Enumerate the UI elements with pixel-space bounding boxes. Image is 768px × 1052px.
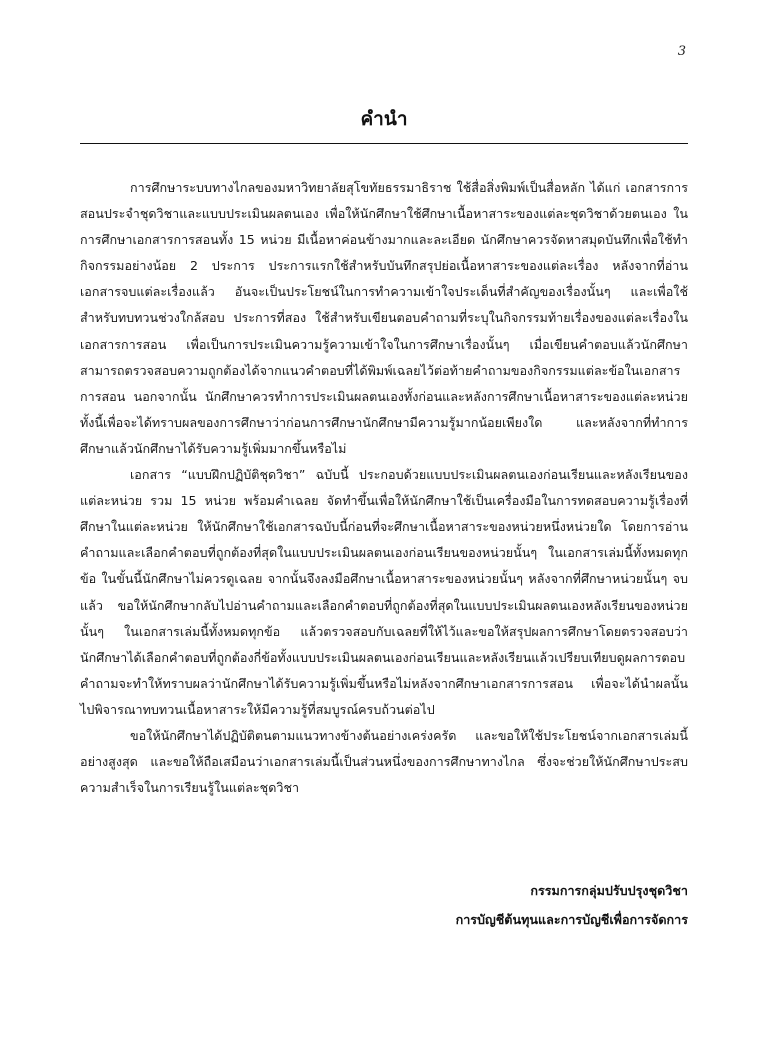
signature-course: การบัญชีต้นทุนและการบัญชีเพื่อการจัดการ xyxy=(455,912,688,927)
body-text xyxy=(80,175,688,801)
signature-committee: กรรมการกลุ่มปรับปรุงชุดวิชา xyxy=(530,883,688,898)
title-divider xyxy=(80,143,688,144)
page-title: คำนำ xyxy=(360,108,408,130)
signature-block xyxy=(456,876,688,934)
paragraph-1: การศึกษาระบบทางไกลของมหาวิทยาลัยสุโขทัยธรรมาธิราช ใช้สื่อสิ่งพิมพ์เป็นสื่อหลัก ได้แก่ เอกสารการสอนประจำชุดวิชาและแบบประเมินผลตนเอง เพื่อให้นักศึกษาใช้ศึกษาเนื้อหาสาระของแต่ละชุดวิชาด้วยตนเอง ในการศึกษาเอกสารการสอนทั้ง 15 หน่วย มีเนื้อหาค่อนข้างมากและละเอียด นักศึกษาควรจัดหาสมุดบันทึกเพื่อใช้ทำกิจกรรมอย่างน้อย 2 ประการ ประการแรกใช้สำหรับบันทึกสรุปย่อเนื้อหาสาระของแต่ละเรื่อง หลังจากที่อ่านเอกสารจบแต่ละเรื่องแล้ว อันจะเป็นประโยชน์ในการทำความเข้าใจประเด็นที่สำคัญของเรื่องนั้นๆ และเพื่อใช้สำหรับทบทวนช่วงใกล้สอบ ประการที่สอง ใช้สำหรับเขียนตอบคำถามที่ระบุในกิจกรรมท้ายเรื่องของแต่ละเรื่องในเอกสารการสอน เพื่อเป็นการประเมินความรู้ความเข้าใจในการศึกษาเรื่องนั้นๆ เมื่อเขียนคำตอบแล้วนักศึกษาสามารถตรวจสอบความถูกต้องได้จากแนวคำตอบที่ได้พิมพ์เฉลยไว้ต่อท้ายคำถามของกิจกรรมแต่ละข้อในเอกสารการสอน นอกจากนั้น นักศึกษาควรทำการประเมินผลตนเองทั้งก่อนและหลังการศึกษาเนื้อหาสาระของแต่ละหน่วย ทั้งนี้เพื่อจะได้ทราบผลของการศึกษาว่าก่อนการศึกษานักศึกษามีความรู้มากน้อยเพียงใด และหลังจากที่ทำการศึกษาแล้วนักศึกษาได้รับความรู้เพิ่มมากขึ้นหรือไม่ xyxy=(80,180,688,456)
paragraph-2: เอกสาร “แบบฝึกปฏิบัติชุดวิชา” ฉบับนี้ ประกอบด้วยแบบประเมินผลตนเองก่อนเรียนและหลังเรียนของแต่ละหน่วย รวม 15 หน่วย พร้อมคำเฉลย จัดทำขึ้นเพื่อให้นักศึกษาใช้เป็นเครื่องมือในการทดสอบความรู้เรื่องที่ศึกษาในแต่ละหน่วย ให้นักศึกษาใช้เอกสารฉบับนี้ก่อนที่จะศึกษาเนื้อหาสาระของหน่วยหนึ่งหน่วยใด โดยการอ่านคำถามและเลือกคำตอบที่ถูกต้องที่สุดในแบบประเมินผลตนเองก่อนเรียนของหน่วยนั้นๆ ในเอกสารเล่มนี้ทั้งหมดทุกข้อ ในขั้นนี้นักศึกษาไม่ควรดูเฉลย จากนั้นจึงลงมือศึกษาเนื้อหาสาระของหน่วยนั้นๆ หลังจากที่ศึกษาหน่วยนั้นๆ จบแล้ว ขอให้นักศึกษากลับไปอ่านคำถามและเลือกคำตอบที่ถูกต้องที่สุดในแบบประเมินผลตนเองหลังเรียนของหน่วยนั้นๆ ในเอกสารเล่มนี้ทั้งหมดทุกข้อ แล้วตรวจสอบกับเฉลยที่ให้ไว้และขอให้สรุปผลการศึกษาโดยตรวจสอบว่านักศึกษาได้เลือกคำตอบที่ถูกต้องกี่ข้อทั้งแบบประเมินผลตนเองก่อนเรียนและหลังเรียนแล้วเปรียบเทียบดูผลการตอบคำถามจะทำให้ทราบผลว่านักศึกษาได้รับความรู้เพิ่มขึ้นหรือไม่หลังจากศึกษาเอกสารการสอน เพื่อจะได้นำผลนั้นไปพิจารณาทบทวนเนื้อหาสาระให้มีความรู้ที่สมบูรณ์ครบถ้วนต่อไป xyxy=(80,467,688,717)
paragraph-3: ขอให้นักศึกษาได้ปฏิบัติตนตามแนวทางข้างต้นอย่างเคร่งครัด และขอให้ใช้ประโยชน์จากเอกสารเล่มนี้อย่างสูงสุด และขอให้ถือเสมือนว่าเอกสารเล่มนี้เป็นส่วนหนึ่งของการศึกษาทางไกล ซึ่งจะช่วยให้นักศึกษาประสบความสำเร็จในการเรียนรู้ในแต่ละชุดวิชา xyxy=(80,727,688,796)
page-number: 3 xyxy=(677,44,686,59)
